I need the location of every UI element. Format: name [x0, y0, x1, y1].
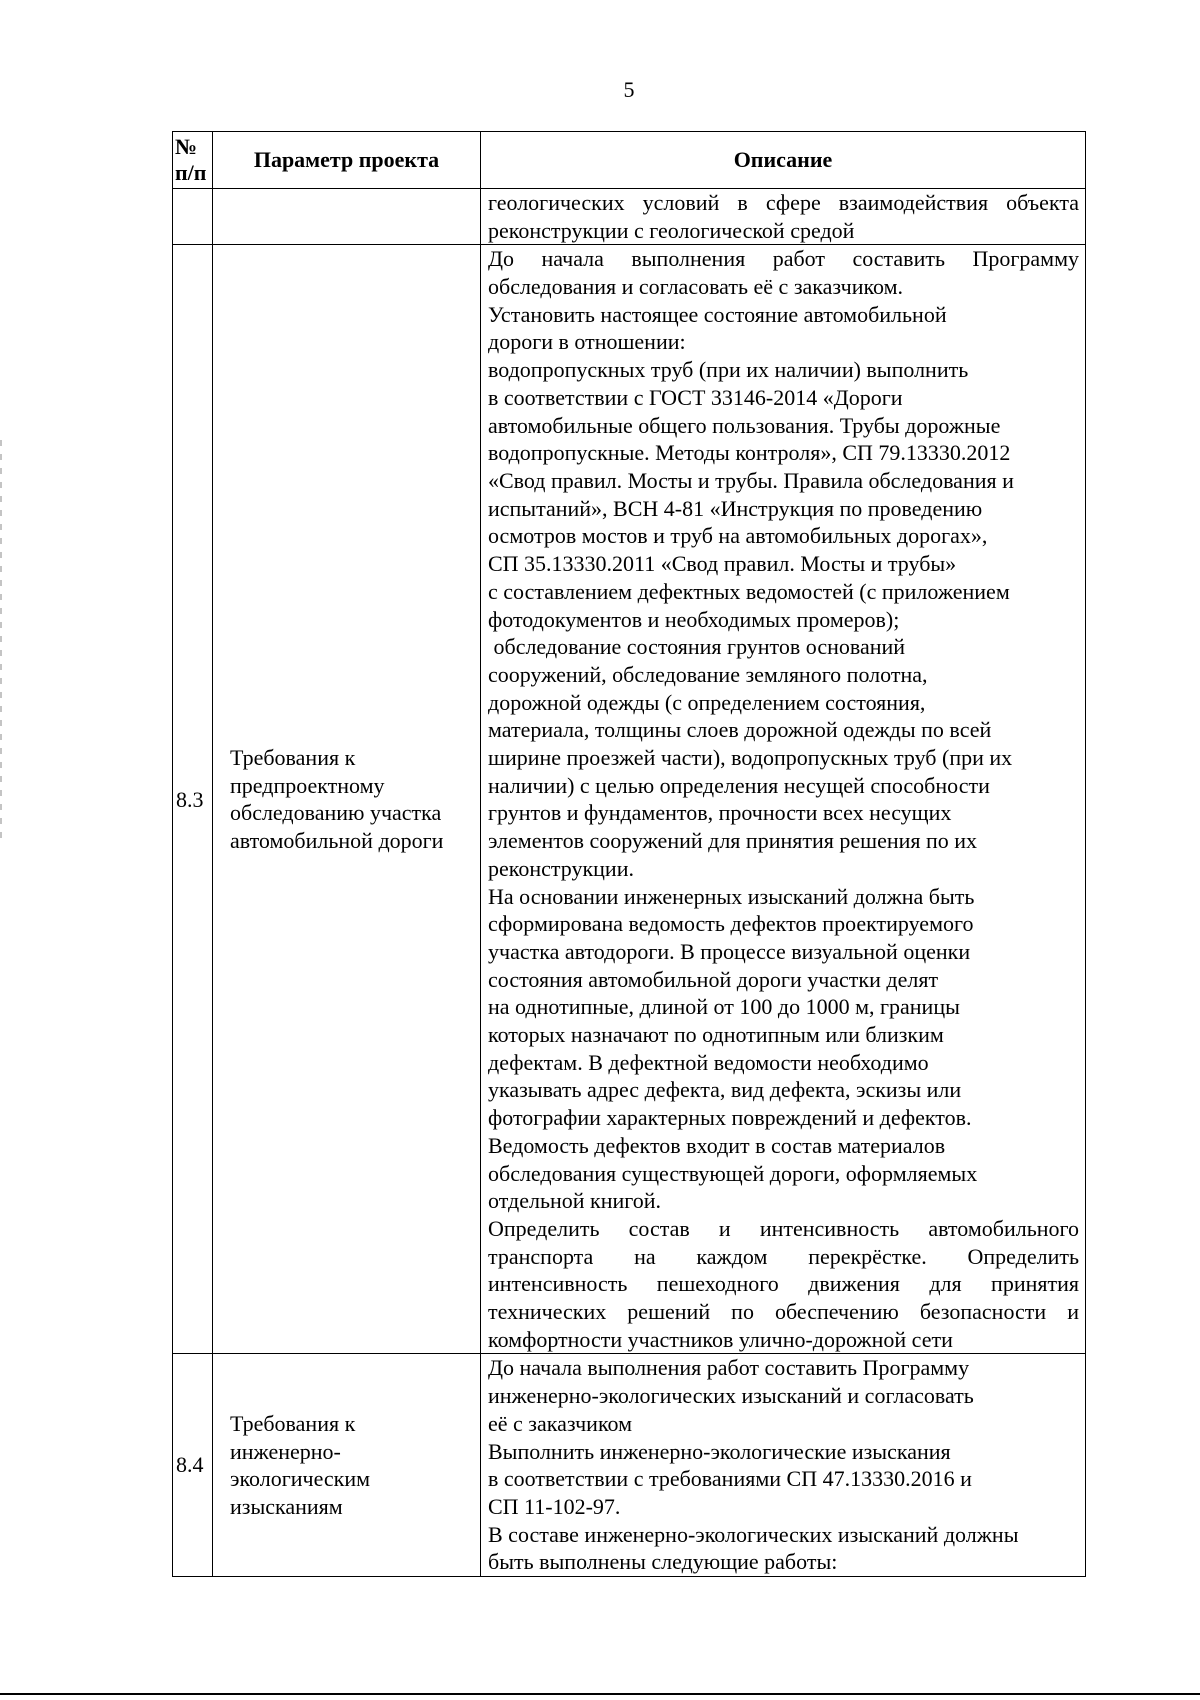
desc-line: Выполнить инженерно-экологические изыскания	[488, 1438, 951, 1464]
continuation-number-cell	[173, 189, 213, 245]
desc-line: её с заказчиком	[488, 1410, 633, 1436]
table-row-8-4	[173, 1354, 1086, 1577]
desc-line: на однотипные, длиной от 100 до 1000 м, границы	[488, 994, 960, 1020]
desc-line: транспорта на каждом перекрёстке. Определить	[488, 1243, 1079, 1269]
desc-line: сформирована ведомость дефектов проектируемого	[488, 911, 974, 937]
desc-line: дорожной одежды (с определением состояния,	[488, 689, 926, 715]
row-parameter	[213, 245, 481, 1354]
param-line: автомобильной дороги	[230, 828, 444, 854]
desc-line: фотографии характерных повреждений и дефектов.	[488, 1105, 972, 1131]
desc-line: водопропускные. Методы контроля», СП 79.13330.2012	[488, 440, 1011, 466]
desc-line: Определить состав и интенсивность автомобильного	[488, 1215, 1079, 1241]
desc-line: состояния автомобильной дороги участки делят	[488, 966, 939, 992]
desc-line: испытаний», ВСН 4-81 «Инструкция по проведению	[488, 495, 983, 521]
desc-line: элементов сооружений для принятия решения по их	[488, 828, 978, 854]
table-row-continuation	[173, 189, 1086, 245]
desc-line: Ведомость дефектов входит в состав материалов	[488, 1132, 946, 1158]
param-line: инженерно-	[230, 1438, 341, 1464]
desc-line: материала, толщины слоев дорожной одежды по всей	[488, 717, 992, 743]
desc-line: указывать адрес дефекта, вид дефекта, эскизы или	[488, 1077, 962, 1103]
desc-line: в соответствии с требованиями СП 47.13330.2016 и	[488, 1466, 972, 1492]
desc-line: наличии) с целью определения несущей способности	[488, 772, 990, 798]
header-parameter: Параметр проекта	[213, 132, 481, 189]
param-line: Требования к	[230, 745, 356, 770]
header-number-abbrev: п/п	[175, 160, 207, 185]
desc-line: ширине проезжей части), водопропускных труб (при их	[488, 745, 1013, 771]
desc-line: реконструкции с геологической средой	[488, 217, 855, 243]
scan-bottom-border	[0, 1693, 1200, 1695]
desc-line: обследования и согласовать её с заказчиком.	[488, 274, 904, 300]
row-number: 8.3	[173, 245, 213, 1354]
continuation-parameter-cell	[213, 189, 481, 245]
header-number-symbol: №	[175, 134, 198, 159]
page-number: 5	[623, 77, 635, 102]
row-description	[481, 245, 1086, 1354]
desc-line: грунтов и фундаментов, прочности всех несущих	[488, 800, 952, 826]
desc-line: фотодокументов и необходимых промеров);	[488, 606, 900, 632]
header-number	[173, 132, 213, 189]
desc-line: которых назначают по однотипным или близким	[488, 1022, 944, 1048]
desc-line: инженерно-экологических изысканий и согласовать	[488, 1383, 974, 1409]
table-header-row	[173, 132, 1086, 189]
desc-line: комфортности участников улично-дорожной сети	[488, 1326, 953, 1352]
desc-line: обследования существующей дороги, оформляемых	[488, 1160, 978, 1186]
desc-line: быть выполнены следующие работы:	[488, 1549, 838, 1575]
desc-line: водопропускных труб (при их наличии) выполнить	[488, 357, 969, 383]
desc-line: До начала выполнения работ составить Программу	[488, 1355, 970, 1381]
desc-line: Установить настоящее состояние автомобильной	[488, 301, 947, 327]
param-line: изысканиям	[230, 1493, 343, 1519]
desc-line: дефектам. В дефектной ведомости необходимо	[488, 1049, 929, 1075]
desc-line: интенсивность пешеходного движения для принятия	[488, 1271, 1079, 1297]
desc-line: До начала выполнения работ составить Программу	[488, 246, 1079, 272]
param-line: обследованию участка	[230, 800, 442, 826]
project-parameters-table	[172, 131, 1086, 1577]
desc-line: геологических условий в сфере взаимодействия объекта	[488, 190, 1079, 215]
desc-line: в соответствии с ГОСТ 33146-2014 «Дороги	[488, 384, 903, 410]
row-number: 8.4	[173, 1354, 213, 1577]
desc-line: технических решений по обеспечению безопасности и	[488, 1299, 1079, 1325]
desc-line: дороги в отношении:	[488, 329, 686, 355]
param-line: предпроектному	[230, 772, 385, 798]
param-line: Требования к	[230, 1410, 356, 1436]
desc-line: На основании инженерных изысканий должна быть	[488, 883, 975, 909]
header-description: Описание	[481, 132, 1086, 189]
desc-line: сооружений, обследование земляного полотна,	[488, 661, 928, 687]
continuation-description-cell	[481, 189, 1086, 245]
param-line: экологическим	[230, 1466, 371, 1492]
desc-line: участка автодороги. В процессе визуальной оценки	[488, 938, 971, 964]
row-parameter	[213, 1354, 481, 1577]
desc-line: «Свод правил. Мосты и трубы. Правила обследования и	[488, 468, 1014, 493]
desc-line: осмотров мостов и труб на автомобильных дорогах»,	[488, 523, 988, 549]
desc-line: автомобильные общего пользования. Трубы дорожные	[488, 412, 1001, 438]
desc-line: отдельной книгой.	[488, 1188, 662, 1214]
table-row-8-3	[173, 245, 1086, 1354]
desc-line: обследование состояния грунтов оснований	[488, 634, 906, 660]
desc-line: с составлением дефектных ведомостей (с приложением	[488, 578, 1010, 604]
desc-line: реконструкции.	[488, 855, 634, 881]
scan-edge-artifact	[0, 440, 2, 840]
row-description	[481, 1354, 1086, 1577]
desc-line: СП 11-102-97.	[488, 1493, 621, 1519]
desc-line: В составе инженерно-экологических изысканий должны	[488, 1521, 1019, 1547]
desc-line: СП 35.13330.2011 «Свод правил. Мосты и трубы»	[488, 551, 957, 577]
